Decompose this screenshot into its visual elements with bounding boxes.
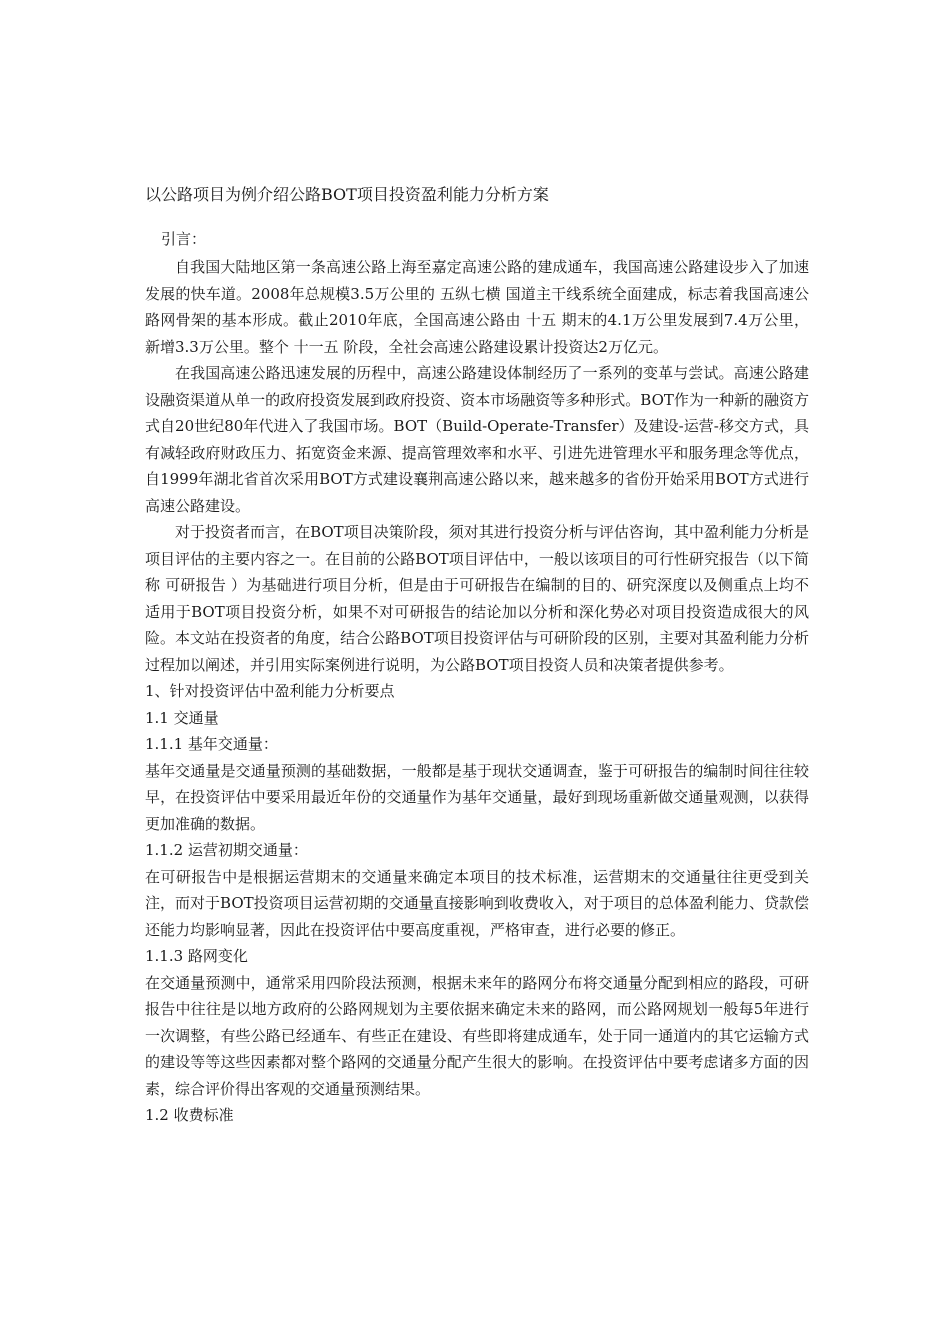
paragraph-1-1-3: 在交通量预测中，通常采用四阶段法预测，根据未来年的路网分布将交通量分配到相应的路段，可研报告中往往是以地方政府的公路网规划为主要依据来确定未来的路网，而公路网规划一般每5年进行一次调整，有些公路已经通车、有些正在建设、有些即将建成通车，处于同一通道内的其它运输方式的建设等等这些因素都对整个路网的交通量分配产生很大的影响。在投资评估中要考虑诸多方面的因素，综合评价得出客观的交通量预测结果。 bbox=[145, 973, 809, 1098]
paragraph-1-1-1: 基年交通量是交通量预测的基础数据，一般都是基于现状交通调查，鉴于可研报告的编制时间往往较早，在投资评估中要采用最近年份的交通量作为基年交通量，最好到现场重新做交通量观测，以获得更加准确的数据。 bbox=[145, 761, 809, 833]
paragraph-1-1-2: 在可研报告中是根据运营期末的交通量来确定本项目的技术标准，运营期末的交通量往往更受到关注，而对于BOT投资项目运营初期的交通量直接影响到收费收入，对于项目的总体盈利能力、贷款偿还能力均影响显著，因此在投资评估中要高度重视，严格审查，进行必要的修正。 bbox=[145, 867, 809, 939]
intro-paragraph-2: 在我国高速公路迅速发展的历程中，高速公路建设体制经历了一系列的变革与尝试。高速公路建设融资渠道从单一的政府投资发展到政府投资、资本市场融资等多种形式。BOT作为一种新的融资方式自20世纪80年代进入了我国市场。BOT（Build-Operate-Transfer）及建设-运营-移交方式，具有减轻政府财政压力、拓宽资金来源、提高管理效率和水平、引进先进管理水平和服务理念等优点，自1999年湖北省首次采用BOT方式建设襄荆高速公路以来，越来越多的省份开始采用BOT方式进行高速公路建设。 bbox=[145, 364, 809, 515]
intro-paragraph-1: 自我国大陆地区第一条高速公路上海至嘉定高速公路的建成通车，我国高速公路建设步入了加速发展的快车道。2008年总规模3.5万公里的 五纵七横 国道主干线系统全面建成，标志着我国高速公路网骨架的基本形成。截止2010年底，全国高速公路由 十五 期末的4.1万公里发展到7.4万公里，新增3.3万公里。整个 十一五 阶段，全社会高速公路建设累计投资达2万亿元。 bbox=[145, 258, 809, 356]
document-page bbox=[145, 182, 809, 1129]
section-heading-1: 1、针对投资评估中盈利能力分析要点 bbox=[145, 682, 395, 700]
intro-paragraph-3: 对于投资者而言，在BOT项目决策阶段，须对其进行投资分析与评估咨询，其中盈利能力分析是项目评估的主要内容之一。在目前的公路BOT项目评估中，一般以该项目的可行性研究报告（以下简称 可研报告 ）为基础进行项目分析，但是由于可研报告在编制的目的、研究深度以及侧重点上均不适用于BOT项目投资分析，如果不对可研报告的结论加以分析和深化势必对项目投资造成很大的风险。本文站在投资者的角度，结合公路BOT项目投资评估与可研阶段的区别，主要对其盈利能力分析过程加以阐述，并引用实际案例进行说明，为公路BOT项目投资人员和决策者提供参考。 bbox=[145, 523, 809, 674]
section-heading-1-1-2: 1.1.2 运营初期交通量： bbox=[145, 841, 308, 859]
document-title: 以公路项目为例介绍公路BOT项目投资盈利能力分析方案 bbox=[145, 185, 549, 204]
section-heading-1-1-3: 1.1.3 路网变化 bbox=[145, 947, 248, 965]
section-heading-1-1-1: 1.1.1 基年交通量： bbox=[145, 735, 278, 753]
section-heading-1-1: 1.1 交通量 bbox=[145, 708, 219, 727]
intro-label: 引言： bbox=[161, 230, 207, 248]
section-heading-1-2: 1.2 收费标准 bbox=[145, 1106, 234, 1124]
